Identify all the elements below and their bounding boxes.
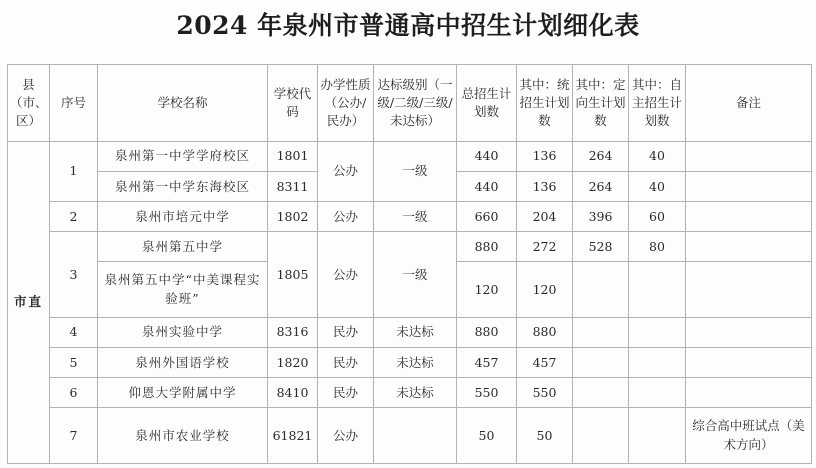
header-unified: 其中：统招生计划数 xyxy=(517,65,573,142)
table-row xyxy=(8,408,812,464)
remarks-cell xyxy=(686,318,812,348)
level-cell: 未达标 xyxy=(374,378,457,408)
independent-cell: 40 xyxy=(629,172,686,202)
independent-cell: 80 xyxy=(629,232,686,262)
total-cell: 440 xyxy=(457,172,517,202)
table-row xyxy=(8,142,812,172)
header-level: 达标级别（一级/二级/三级/未达标） xyxy=(374,65,457,142)
remarks-cell xyxy=(686,232,812,262)
school-name-cell: 泉州外国语学校 xyxy=(98,348,268,378)
independent-cell xyxy=(629,262,686,318)
school-name-cell: 泉州第一中学学府校区 xyxy=(98,142,268,172)
unified-cell: 880 xyxy=(517,318,573,348)
total-cell: 880 xyxy=(457,232,517,262)
directed-cell xyxy=(573,348,629,378)
remarks-cell xyxy=(686,202,812,232)
table-row xyxy=(8,348,812,378)
directed-cell: 264 xyxy=(573,172,629,202)
independent-cell: 60 xyxy=(629,202,686,232)
header-school-name: 学校名称 xyxy=(98,65,268,142)
nature-cell: 民办 xyxy=(318,378,374,408)
seq-cell: 1 xyxy=(50,142,98,202)
school-name-cell: 泉州市培元中学 xyxy=(98,202,268,232)
total-cell: 120 xyxy=(457,262,517,318)
level-cell xyxy=(374,408,457,464)
independent-cell xyxy=(629,408,686,464)
table-row xyxy=(8,202,812,232)
level-cell: 未达标 xyxy=(374,318,457,348)
header-school-code: 学校代码 xyxy=(268,65,318,142)
header-directed: 其中：定向生计划数 xyxy=(573,65,629,142)
header-seq: 序号 xyxy=(50,65,98,142)
nature-cell: 公办 xyxy=(318,232,374,318)
seq-cell: 7 xyxy=(50,408,98,464)
total-cell: 457 xyxy=(457,348,517,378)
school-name-cell: 仰恩大学附属中学 xyxy=(98,378,268,408)
directed-cell xyxy=(573,378,629,408)
seq-cell: 4 xyxy=(50,318,98,348)
school-code-cell: 8316 xyxy=(268,318,318,348)
level-cell: 一级 xyxy=(374,232,457,318)
header-nature: 办学性质（公办/民办） xyxy=(318,65,374,142)
unified-cell: 120 xyxy=(517,262,573,318)
level-cell: 一级 xyxy=(374,202,457,232)
directed-cell: 264 xyxy=(573,142,629,172)
school-name-cell: 泉州实验中学 xyxy=(98,318,268,348)
total-cell: 660 xyxy=(457,202,517,232)
header-county: 县（市、区） xyxy=(8,65,50,142)
nature-cell: 公办 xyxy=(318,202,374,232)
school-code-cell: 1802 xyxy=(268,202,318,232)
remarks-cell xyxy=(686,348,812,378)
school-code-cell: 1801 xyxy=(268,142,318,172)
table-header-row xyxy=(8,65,812,142)
total-cell: 880 xyxy=(457,318,517,348)
nature-cell: 民办 xyxy=(318,348,374,378)
directed-cell xyxy=(573,318,629,348)
total-cell: 50 xyxy=(457,408,517,464)
level-cell: 未达标 xyxy=(374,348,457,378)
total-cell: 550 xyxy=(457,378,517,408)
school-name-cell: 泉州市农业学校 xyxy=(98,408,268,464)
seq-cell: 3 xyxy=(50,232,98,318)
school-code-cell: 8410 xyxy=(268,378,318,408)
independent-cell xyxy=(629,378,686,408)
remarks-cell: 综合高中班试点（美术方向） xyxy=(686,408,812,464)
remarks-cell xyxy=(686,262,812,318)
unified-cell: 550 xyxy=(517,378,573,408)
county-cell: 市直 xyxy=(8,142,50,464)
unified-cell: 50 xyxy=(517,408,573,464)
seq-cell: 6 xyxy=(50,378,98,408)
school-name-cell: 泉州第五中学 xyxy=(98,232,268,262)
header-independent: 其中：自主招生计划数 xyxy=(629,65,686,142)
unified-cell: 457 xyxy=(517,348,573,378)
unified-cell: 136 xyxy=(517,172,573,202)
school-name-cell: 泉州第一中学东海校区 xyxy=(98,172,268,202)
independent-cell xyxy=(629,318,686,348)
directed-cell xyxy=(573,408,629,464)
school-code-cell: 1805 xyxy=(268,232,318,318)
seq-cell: 5 xyxy=(50,348,98,378)
unified-cell: 136 xyxy=(517,142,573,172)
page-title: 2024 年泉州市普通高中招生计划细化表 xyxy=(176,11,640,40)
school-code-cell: 1820 xyxy=(268,348,318,378)
unified-cell: 272 xyxy=(517,232,573,262)
table-row xyxy=(8,378,812,408)
independent-cell xyxy=(629,348,686,378)
nature-cell: 民办 xyxy=(318,318,374,348)
header-remarks: 备注 xyxy=(686,65,812,142)
directed-cell: 396 xyxy=(573,202,629,232)
level-cell: 一级 xyxy=(374,142,457,202)
school-code-cell: 8311 xyxy=(268,172,318,202)
seq-cell: 2 xyxy=(50,202,98,232)
remarks-cell xyxy=(686,172,812,202)
remarks-cell xyxy=(686,142,812,172)
header-total: 总招生计划数 xyxy=(457,65,517,142)
unified-cell: 204 xyxy=(517,202,573,232)
school-name-cell: 泉州第五中学“中美课程实验班” xyxy=(98,262,268,318)
school-code-cell: 61821 xyxy=(268,408,318,464)
independent-cell: 40 xyxy=(629,142,686,172)
remarks-cell xyxy=(686,378,812,408)
nature-cell: 公办 xyxy=(318,408,374,464)
table-row xyxy=(8,232,812,262)
enrollment-plan-table xyxy=(7,64,812,464)
table-row xyxy=(8,318,812,348)
total-cell: 440 xyxy=(457,142,517,172)
nature-cell: 公办 xyxy=(318,142,374,202)
directed-cell: 528 xyxy=(573,232,629,262)
directed-cell xyxy=(573,262,629,318)
